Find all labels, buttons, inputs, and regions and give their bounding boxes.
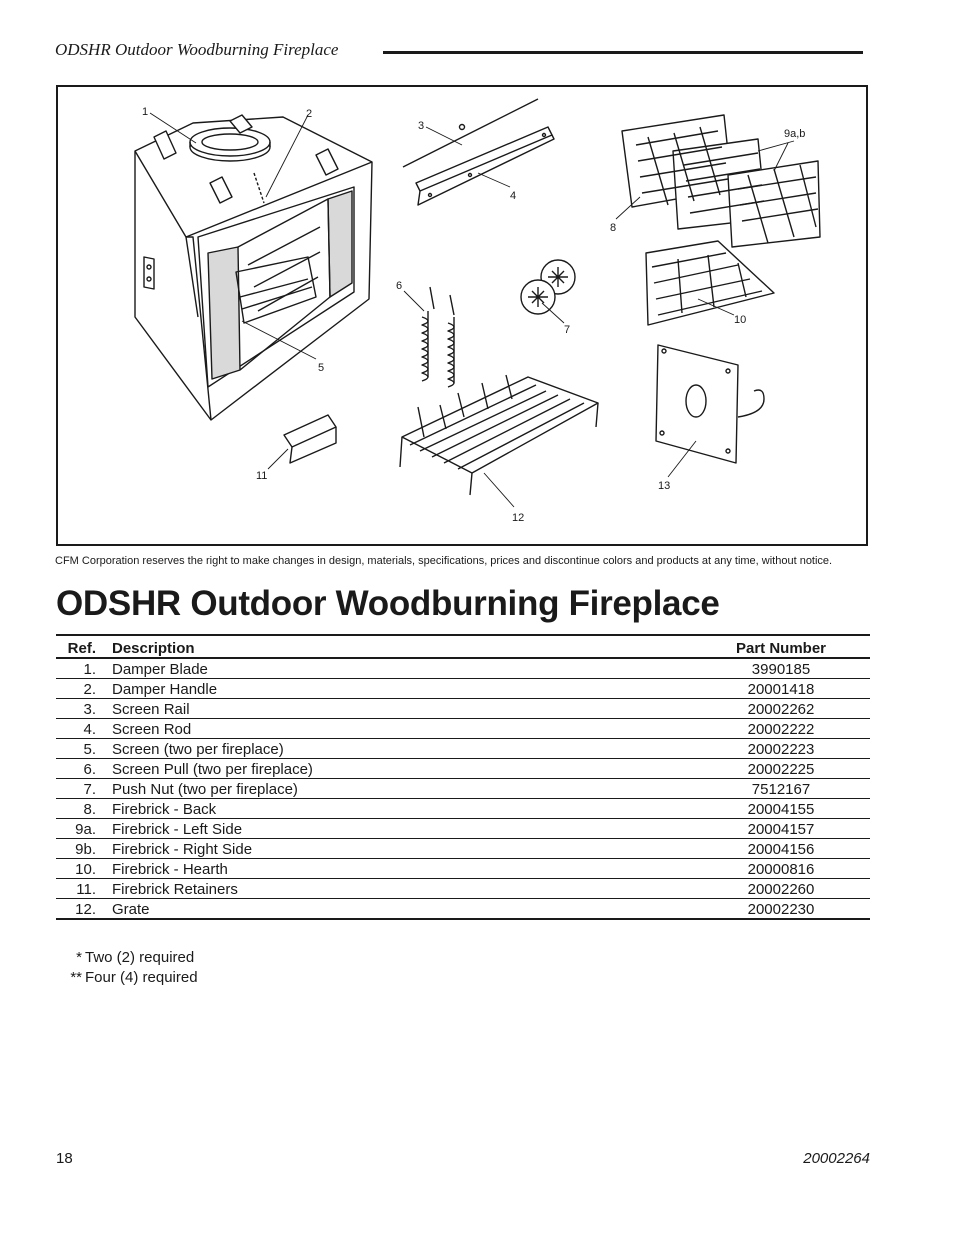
callout-13: 13 [658,480,671,492]
parts-diagram [56,85,868,546]
running-header [55,40,865,62]
row-spacer [96,739,112,759]
footnote-text: Four (4) required [85,969,198,986]
row-description: Screen Rail [112,699,692,719]
row-part-number: 20004156 [692,839,870,859]
row-ref: 4. [56,719,96,739]
hearth-drawing [646,241,774,325]
row-part-number: 20002223 [692,739,870,759]
row-description: Screen Rod [112,719,692,739]
header-rule [383,51,863,54]
header-spacer [96,635,112,658]
footnote-item [62,948,198,968]
row-ref: 10. [56,859,96,879]
callout-7: 7 [564,324,571,336]
row-part-number: 20004157 [692,819,870,839]
row-ref: 3. [56,699,96,719]
table-row [56,739,870,759]
row-spacer [96,759,112,779]
footnote-mark: ** [70,969,82,986]
parts-table [56,634,870,920]
table-row [56,819,870,839]
grate-drawing [400,375,598,495]
table-row [56,658,870,679]
row-spacer [96,859,112,879]
callout-1: 1 [142,106,149,118]
table-header-row [56,635,870,658]
row-description: Screen (two per fireplace) [112,739,692,759]
row-ref: 7. [56,779,96,799]
row-part-number: 7512167 [692,779,870,799]
disclaimer-text: CFM Corporation reserves the right to make changes in design, materials, specifications, prices and discontinue colors and products at any time, without notice. [55,555,833,567]
row-description: Firebrick - Left Side [112,819,692,839]
table-row [56,859,870,879]
row-part-number: 20002260 [692,879,870,899]
document-number: 20002264 [803,1150,870,1167]
push-nuts-drawing [521,260,575,314]
row-description: Screen Pull (two per fireplace) [112,759,692,779]
row-part-number: 20002225 [692,759,870,779]
row-ref: 2. [56,679,96,699]
callout-8: 8 [610,222,617,234]
footnote-text: Two (2) required [85,949,195,966]
row-part-number: 20001418 [692,679,870,699]
row-spacer [96,679,112,699]
callout-5: 5 [318,362,325,374]
row-spacer [96,779,112,799]
row-spacer [96,899,112,920]
page-title: ODSHR Outdoor Woodburning Fireplace [56,584,720,623]
screen-pulls-drawing [422,287,454,387]
row-description: Firebrick - Back [112,799,692,819]
row-ref: 12. [56,899,96,920]
table-row [56,899,870,920]
row-description: Firebrick Retainers [112,879,692,899]
header-ref: Ref. [56,635,96,658]
row-spacer [96,719,112,739]
parts-diagram-drawing [58,87,866,544]
row-spacer [96,879,112,899]
page-number: 18 [56,1150,73,1167]
running-header-title: ODSHR Outdoor Woodburning Fireplace [55,40,339,59]
header-description: Description [112,635,692,658]
table-row [56,879,870,899]
retainer-drawing [284,415,336,463]
row-part-number: 20002230 [692,899,870,920]
row-description: Firebrick - Right Side [112,839,692,859]
row-ref: 1. [56,658,96,679]
footnotes [62,948,198,988]
footnote-item [62,968,198,988]
row-part-number: 3990185 [692,658,870,679]
callout-11: 11 [256,470,268,482]
row-ref: 9b. [56,839,96,859]
row-ref: 8. [56,799,96,819]
row-part-number: 20004155 [692,799,870,819]
table-row [56,759,870,779]
footnote-mark: * [76,949,82,966]
row-ref: 9a. [56,819,96,839]
row-spacer [96,799,112,819]
row-spacer [96,658,112,679]
row-description: Push Nut (two per fireplace) [112,779,692,799]
callout-4: 4 [510,190,517,202]
row-description: Damper Handle [112,679,692,699]
callout-3: 3 [418,120,425,132]
header-part-number: Part Number [692,635,870,658]
row-part-number: 20000816 [692,859,870,879]
table-row [56,719,870,739]
table-row [56,779,870,799]
row-part-number: 20002222 [692,719,870,739]
plate-drawing [656,345,764,463]
row-spacer [96,839,112,859]
callout-12: 12 [512,512,525,524]
callout-2: 2 [306,108,313,120]
fireplace-body-drawing [135,115,372,420]
row-spacer [96,699,112,719]
row-ref: 11. [56,879,96,899]
row-ref: 5. [56,739,96,759]
callout-9ab: 9a,b [784,128,806,140]
table-row [56,679,870,699]
row-description: Grate [112,899,692,920]
row-ref: 6. [56,759,96,779]
row-spacer [96,819,112,839]
screen-rail-drawing [403,99,554,205]
table-row [56,799,870,819]
callout-6: 6 [396,280,403,292]
callout-10: 10 [734,314,747,326]
table-row [56,699,870,719]
row-part-number: 20002262 [692,699,870,719]
table-row [56,839,870,859]
row-description: Damper Blade [112,658,692,679]
row-description: Firebrick - Hearth [112,859,692,879]
